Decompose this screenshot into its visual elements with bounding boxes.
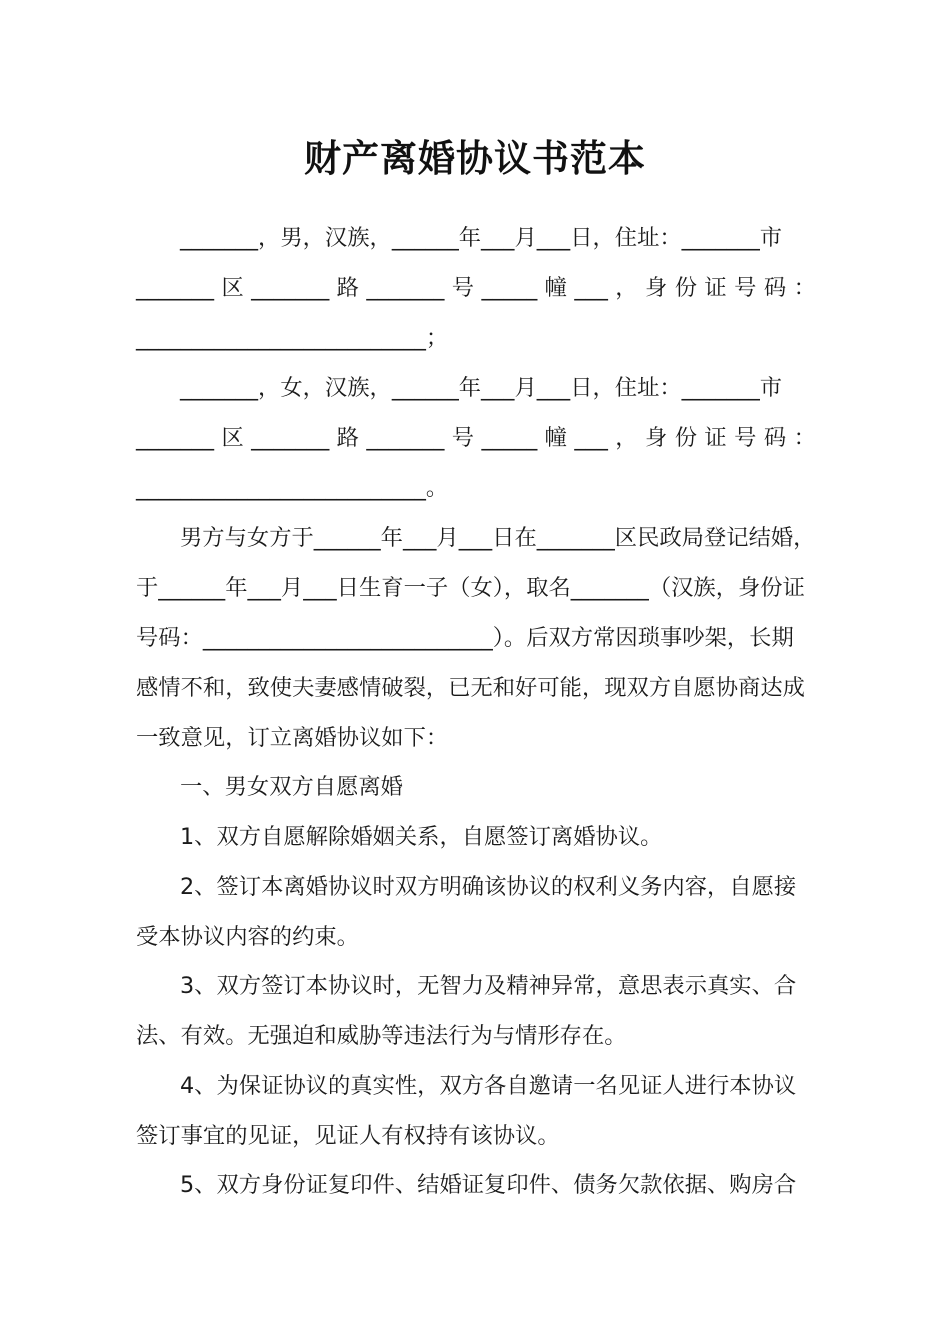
male-district-blank: _______: [136, 275, 215, 301]
male-party-line-2: [136, 273, 816, 303]
male-building-label: 幢: [544, 275, 567, 301]
intro-line-1: 男方与女方于______年___月___日在_______区民政局登记结婚，: [180, 525, 816, 551]
intro-line-5: 一致意见，订立离婚协议如下：: [136, 725, 449, 751]
female-party-line-1: _______，女，汉族，______年___月___日，住址：_______市: [180, 375, 783, 401]
intro-line-4: 感情不和，致使夫妻感情破裂，已无和好可能，现双方自愿协商达成: [136, 675, 805, 701]
female-district-label: 区: [221, 425, 244, 451]
male-id-char-5: 码: [763, 275, 787, 301]
female-id-char-4: 号: [734, 425, 757, 451]
male-number-label: 号: [451, 275, 475, 301]
intro-line-2: 于______年___月___日生育一子（女），取名_______（汉族，身份证: [136, 575, 805, 601]
section-1-item-5-line-1: 5、双方身份证复印件、结婚证复印件、债务欠款依据、购房合: [180, 1172, 797, 1198]
section-1-item-3-line-1: 3、双方签订本协议时，无智力及精神异常，意思表示真实、合: [180, 973, 797, 999]
female-building-label: 幢: [544, 425, 567, 451]
intro-line-3: 号码：__________________________）。后双方常因琐事吵架，长期: [136, 625, 794, 651]
female-building-blank: _____: [481, 425, 538, 451]
male-id-colon: ：: [793, 275, 816, 301]
section-1-item-3-line-2: 法、有效。无强迫和威胁等违法行为与情形存在。: [136, 1023, 627, 1049]
section-1-heading: 一、男女双方自愿离婚: [180, 774, 403, 800]
section-1-item-1: 1、双方自愿解除婚姻关系，自愿签订离婚协议。: [180, 824, 663, 850]
male-party-line-3: __________________________；: [136, 325, 449, 351]
male-id-char-1: 身: [644, 275, 668, 301]
male-number-blank: _______: [366, 275, 445, 301]
male-party-line-1: _______，男，汉族，______年___月___日，住址：_______市: [180, 225, 783, 251]
male-comma: ，: [615, 275, 638, 301]
female-number-blank: _______: [366, 425, 445, 451]
female-comma: ，: [615, 425, 638, 451]
female-id-char-1: 身: [644, 425, 668, 451]
female-road-blank: _______: [251, 425, 330, 451]
section-1-item-2-line-1: 2、签订本离婚协议时双方明确该协议的权利义务内容，自愿接: [180, 874, 797, 900]
female-road-label: 路: [336, 425, 359, 451]
male-id-char-4: 号: [734, 275, 757, 301]
female-id-colon: ：: [793, 425, 816, 451]
female-id-char-3: 证: [704, 425, 727, 451]
male-road-label: 路: [336, 275, 359, 301]
female-unit-blank: ___: [574, 425, 608, 451]
female-party-line-3: __________________________。: [136, 475, 449, 501]
female-number-label: 号: [451, 425, 475, 451]
female-id-char-2: 份: [674, 425, 697, 451]
male-district-label: 区: [221, 275, 244, 301]
male-unit-blank: ___: [574, 275, 608, 301]
section-1-item-2-line-2: 受本协议内容的约束。: [136, 924, 359, 950]
male-id-char-2: 份: [674, 275, 697, 301]
section-1-item-4-line-2: 签订事宜的见证，见证人有权持有该协议。: [136, 1123, 560, 1149]
male-road-blank: _______: [251, 275, 330, 301]
document-title: 财产离婚协议书范本: [304, 137, 646, 180]
section-1-item-4-line-1: 4、为保证协议的真实性，双方各自邀请一名见证人进行本协议: [180, 1073, 797, 1099]
female-party-line-2: [136, 423, 816, 453]
male-id-char-3: 证: [704, 275, 727, 301]
female-district-blank: _______: [136, 425, 215, 451]
female-id-char-5: 码: [763, 425, 787, 451]
male-building-blank: _____: [481, 275, 538, 301]
